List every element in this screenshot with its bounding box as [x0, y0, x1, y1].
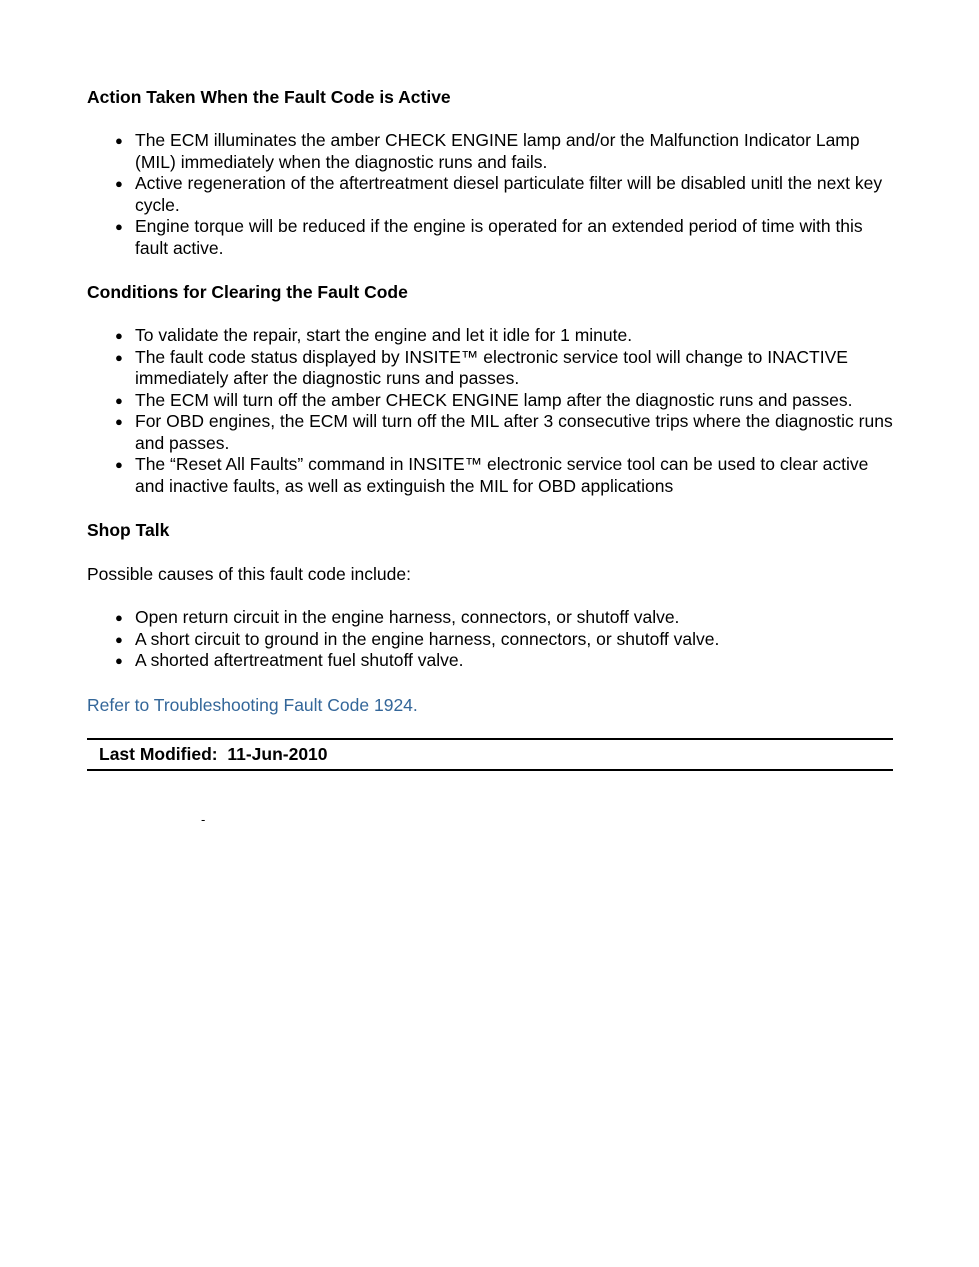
bullet-icon: ● — [115, 414, 123, 429]
list-item: ● The fault code status displayed by INSITE™ electronic service tool will change to INACTIVE immediately after the diagnostic runs and passes. — [115, 346, 848, 388]
bullet-icon: ● — [115, 133, 123, 148]
list-item: ● The ECM will turn off the amber CHECK ENGINE lamp after the diagnostic runs and passes. — [115, 389, 853, 410]
bullet-icon: ● — [115, 653, 123, 668]
bullet-icon: ● — [115, 457, 123, 472]
bullet-icon: ● — [115, 392, 123, 408]
list-item: ● The ECM illuminates the amber CHECK ENGINE lamp and/or the Malfunction Indicator Lamp (MIL) immediately when the diagnostic runs and fails. — [115, 130, 860, 172]
list-item: ● To validate the repair, start the engine and let it idle for 1 minute. — [115, 325, 633, 345]
list-possible-causes — [87, 607, 893, 672]
list-action-active — [87, 130, 893, 259]
shop-talk-intro: Possible causes of this fault code include: — [87, 564, 411, 584]
last-modified-bar — [87, 738, 893, 771]
bullet-icon: ● — [115, 176, 123, 191]
list-item: ● For OBD engines, the ECM will turn off the MIL after 3 consecutive trips where the diagnostic runs and passes. — [115, 411, 893, 453]
bullet-icon: ● — [115, 219, 123, 234]
last-modified-date: 11-Jun-2010 — [227, 743, 328, 764]
list-item: ● The “Reset All Faults” command in INSITE™ electronic service tool can be used to clear active and inactive faults, as well as extinguish the MIL for OBD applications — [115, 454, 869, 496]
bullet-icon: ● — [115, 610, 123, 625]
list-clearing-conditions — [87, 325, 893, 497]
last-modified-label: Last Modified: — [99, 743, 228, 764]
bullet-icon: ● — [115, 328, 123, 343]
list-item: ● A shorted aftertreatment fuel shutoff valve. — [115, 650, 464, 670]
heading-clearing-conditions: Conditions for Clearing the Fault Code — [87, 282, 408, 302]
heading-shop-talk: Shop Talk — [87, 520, 170, 540]
list-item: ● A short circuit to ground in the engine harness, connectors, or shutoff valve. — [115, 628, 720, 649]
bullet-icon: ● — [115, 349, 123, 365]
spacer — [87, 541, 893, 563]
stray-dash-mark: - — [201, 812, 206, 827]
list-item: ● Engine torque will be reduced if the engine is operated for an extended period of time with this fault active. — [115, 216, 863, 258]
heading-action-active: Action Taken When the Fault Code is Active — [87, 87, 451, 107]
bullet-icon: ● — [115, 631, 123, 647]
list-item: ● Open return circuit in the engine harness, connectors, or shutoff valve. — [115, 607, 680, 627]
document-page — [87, 86, 893, 771]
list-item: ● Active regeneration of the aftertreatment diesel particulate filter will be disabled unitl the next key cycle. — [115, 173, 883, 215]
troubleshooting-link[interactable]: Refer to Troubleshooting Fault Code 1924. — [87, 694, 418, 715]
